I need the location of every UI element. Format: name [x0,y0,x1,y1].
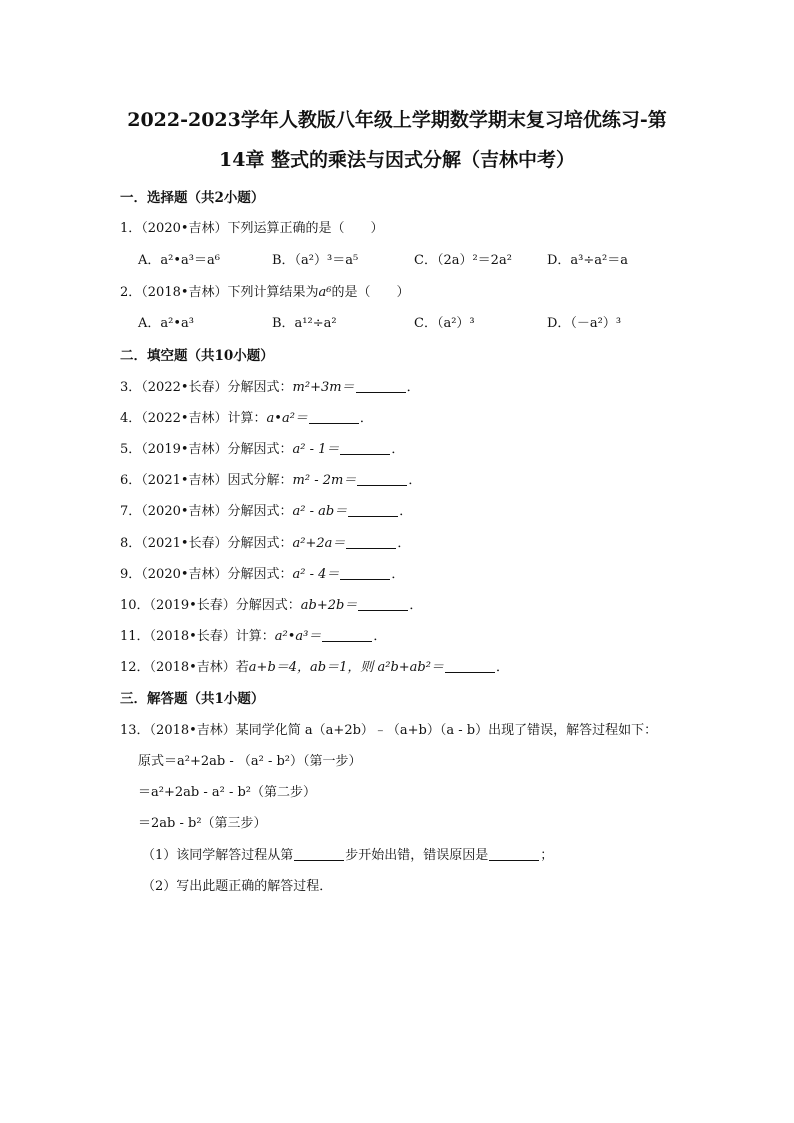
question-3-expr: m²+3m＝ [292,380,355,395]
answer-blank[interactable] [322,629,372,642]
question-13-part-1-c: ； [540,848,554,863]
question-11-prefix: 11．（2018•长春）计算： [120,629,275,644]
answer-blank[interactable] [309,411,359,424]
question-9 [120,563,404,582]
question-9-expr: a² - 4＝ [292,567,340,582]
question-6-expr: m² - 2m＝ [292,473,357,488]
question-2-option-c: C．（a²）³ [414,316,475,331]
question-2-options [138,312,698,330]
question-5-prefix: 5．（2019•吉林）分解因式： [120,442,293,457]
question-8-expr: a²+2a＝ [292,536,346,551]
question-12-prefix: 12．（2018•吉林）若 [120,660,249,675]
answer-blank[interactable] [357,473,407,486]
question-3-suffix: ． [406,380,420,395]
question-8 [120,532,410,551]
question-11 [120,625,386,644]
question-7-expr: a² - ab＝ [292,504,348,519]
question-1-option-b: B．（a²）³＝a⁵ [272,253,359,268]
answer-blank[interactable] [445,660,495,673]
question-8-prefix: 8．（2021•长春）分解因式： [120,536,293,551]
question-1-option-d: D．a³÷a²＝a [547,253,628,268]
question-12-suffix: ． [495,660,509,675]
question-3 [120,376,420,395]
question-5-suffix: ． [391,442,405,457]
question-10 [120,594,422,613]
question-13-part-1-a: （1）该同学解答过程从第 [142,848,294,863]
question-2-stem [120,281,410,300]
section-heading-choice: 一．选择题（共2小题） [120,190,265,206]
question-13-step-2: ＝a²+2ab - a² - b²（第二步） [138,785,317,800]
question-5 [120,438,404,457]
question-9-suffix: ． [391,567,405,582]
question-6 [120,469,421,488]
question-4 [120,407,373,426]
question-1-option-c: C．（2a）²＝2a² [414,253,512,268]
answer-blank[interactable] [489,848,539,861]
question-1-option-a: A．a²•a³＝a⁶ [138,253,220,268]
question-6-prefix: 6．（2021•吉林）因式分解： [120,473,293,488]
question-4-suffix: ． [359,411,373,426]
question-1-options [138,249,698,267]
question-12-expr: a+b＝4，ab＝1，则 a²b+ab²＝ [248,660,444,675]
question-13-part-2: （2）写出此题正确的解答过程． [142,879,333,894]
question-10-suffix: ． [409,598,423,613]
question-5-expr: a² - 1＝ [292,442,340,457]
question-2-stem-before: 2．（2018•吉林）下列计算结果为 [120,285,319,300]
question-2-stem-expr: a⁶ [318,285,332,300]
question-7-suffix: ． [399,504,413,519]
answer-blank[interactable] [348,504,398,517]
question-2-option-d: D．（－a²）³ [547,316,622,331]
question-1-stem: 1．（2020•吉林）下列运算正确的是（ ） [120,221,384,236]
question-11-suffix: ． [373,629,387,644]
document-title-line-2: 14章 整式的乘法与因式分解（吉林中考） [218,149,576,171]
answer-blank[interactable] [346,536,396,549]
answer-blank[interactable] [358,598,408,611]
question-12 [120,656,509,675]
question-10-expr: ab+2b＝ [300,598,358,613]
question-7 [120,500,412,519]
question-4-expr: a•a²＝ [266,411,308,426]
question-4-prefix: 4．（2022•吉林）计算： [120,411,267,426]
question-10-prefix: 10．（2019•长春）分解因式： [120,598,301,613]
question-9-prefix: 9．（2020•吉林）分解因式： [120,567,293,582]
question-7-prefix: 7．（2020•吉林）分解因式： [120,504,293,519]
question-13-stem: 13．（2018•吉林）某同学化简 a（a+2b）﹣（a+b）（a - b）出现了错误，解答过程如下： [120,723,658,738]
question-2-option-a: A．a²•a³ [138,316,194,331]
answer-blank[interactable] [340,567,390,580]
question-2-option-b: B．a¹²÷a² [272,316,337,331]
question-6-suffix: ． [408,473,422,488]
question-11-expr: a²•a³＝ [274,629,322,644]
section-heading-fill: 二．填空题（共10小题） [120,348,274,364]
question-2-stem-after: 的是（ ） [331,285,410,300]
answer-blank[interactable] [340,442,390,455]
question-13-step-3: ＝2ab - b²（第三步） [138,816,267,831]
section-heading-answer: 三．解答题（共1小题） [120,691,265,707]
answer-blank[interactable] [356,380,406,393]
question-13-step-1: 原式＝a²+2ab - （a² - b²）（第一步） [138,754,362,769]
question-13-part-1-b: 步开始出错，错误原因是 [345,848,489,863]
question-8-suffix: ． [397,536,411,551]
question-3-prefix: 3．（2022•长春）分解因式： [120,380,293,395]
question-13-part-1 [142,844,553,863]
document-title-line-1: 2022-2023学年人教版八年级上学期数学期末复习培优练习-第 [127,109,667,131]
answer-blank[interactable] [294,848,344,861]
